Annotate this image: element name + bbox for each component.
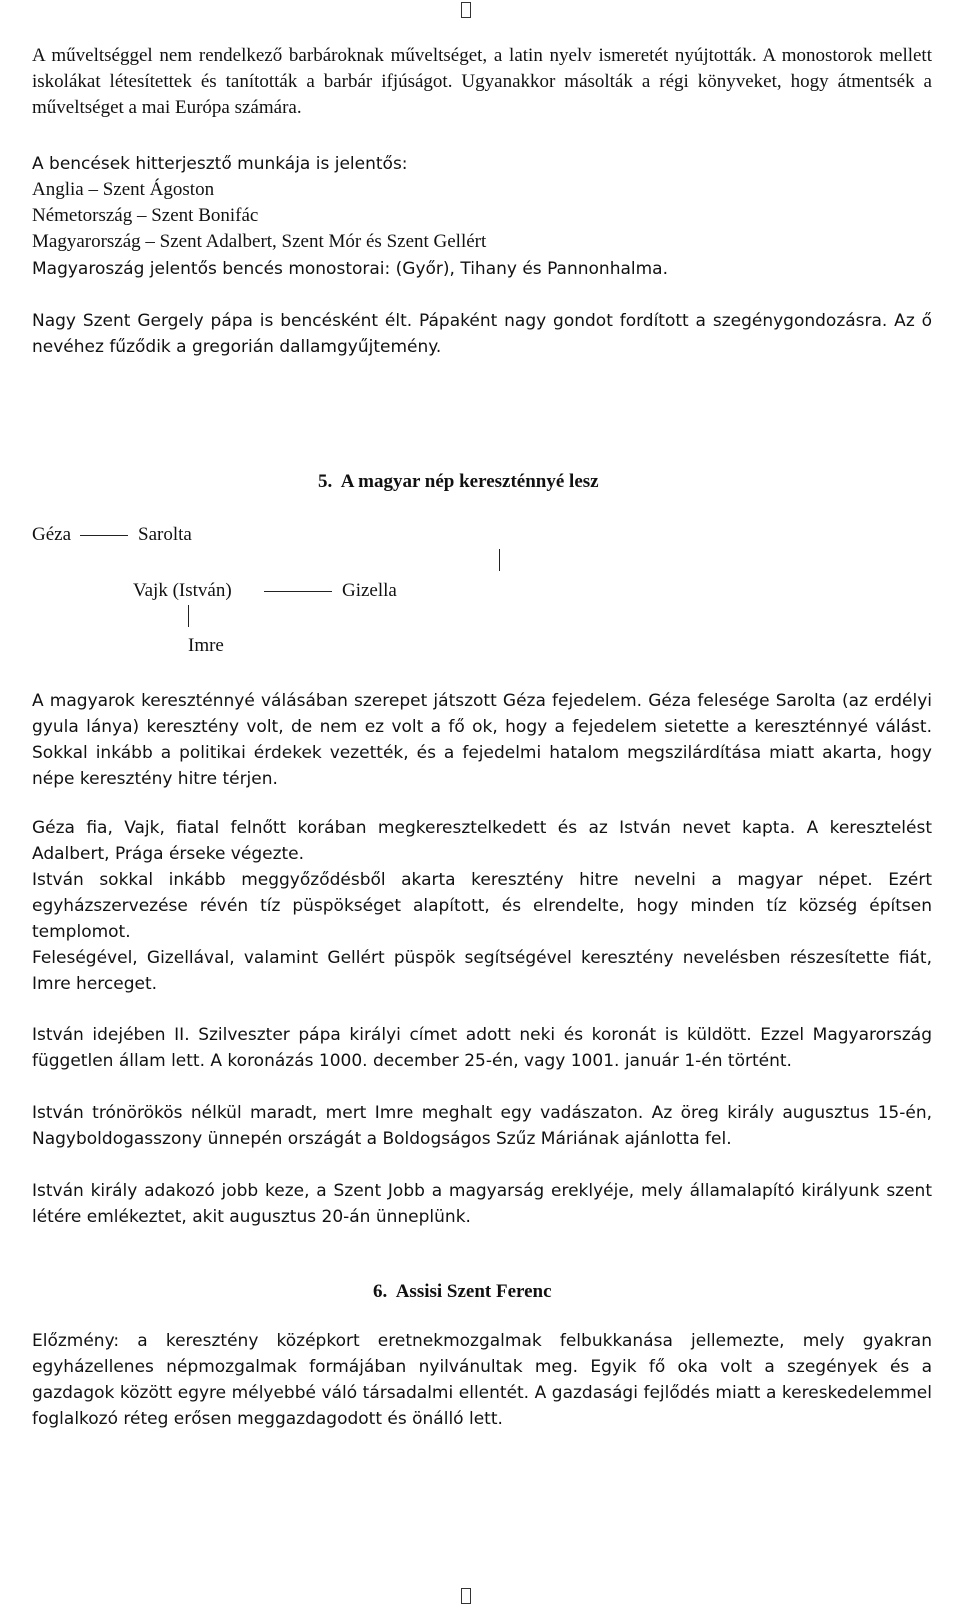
paragraph-geza: A magyarok kereszténnyé válásában szerepet játszott Géza fejedelem. Géza felesége Sarolta (az erdélyi gyula lánya) keresztény volt, de nem ez volt a fő ok, hogy a fejedelem sietette a kereszténnyé válást. Sokkal inkább a politikai érdekek vezették, és a fejedelmi hatalom megszilárdítása miatt akarta, hogy népe keresztény hitre térjen. [32,691,932,789]
tree-node-gizella: Gizella [342,580,397,601]
section-heading-6: 6. Assisi Szent Ferenc [373,1281,552,1302]
bences-item-anglia: Anglia – Szent Ágoston [32,179,215,200]
paragraph-gergely: Nagy Szent Gergely pápa is bencésként élt. Pápaként nagy gondot fordított a szegénygondozásra. Az ő nevéhez fűződik a gregorián dallamgyűjtemény. [32,311,932,357]
paragraph-szent-jobb: István király adakozó jobb keze, a Szent Jobb a magyarság ereklyéje, mely államalapító királyunk szent létére emlékeztet, akit augusztus 20-án ünneplünk. [32,1181,932,1227]
tree-link-vajk-imre [188,605,189,627]
tree-link-right-marker [499,549,500,571]
bences-item-magyarorszag: Magyarország – Szent Adalbert, Szent Mór és Szent Gellért [32,231,487,252]
tree-link-geza-sarolta [80,535,128,536]
tree-node-geza: Géza [32,524,72,545]
bences-intro: A bencések hitterjesztő munkája is jelentős: [32,154,408,174]
paragraph-imre-nevelese: Feleségével, Gizellával, valamint Gellért püspök segítségével keresztény nevelésben részesítette fiát, Imre herceget. [32,948,932,994]
missing-glyph-icon [461,1588,471,1604]
bences-monostorok: Magyaroszág jelentős bencés monostorai: (Győr), Tihany és Pannonhalma. [32,259,668,279]
paragraph-keresztelo: Géza fia, Vajk, fiatal felnőtt korában megkeresztelkedett és az István nevet kapta. A keresztelést Adalbert, Prága érseke végezte. [32,818,932,864]
tree-link-vajk-gizella [264,591,332,592]
paragraph-egyhazszervezes: István sokkal inkább meggyőződésből akarta keresztény hitre nevelni a magyar népet. Ezért egyházszervezése révén tíz püspökséget alapított, és elrendelte, hogy minden tíz község építsen templomot. [32,870,932,942]
paragraph-monostorok: A műveltséggel nem rendelkező barbároknak műveltséget, a latin nyelv ismeretét nyújtották. A monostorok mellett iskolákat létesítettek és tanították a barbár ifjúságot. Ugyanakkor másolták a régi könyveket, hogy átmentsék a műveltséget a mai Európa számára. [32,45,932,118]
paragraph-koronazas: István idejében II. Szilveszter pápa királyi címet adott neki és koronát is küldött. Ezzel Magyarország független állam lett. A koronázás 1000. december 25-én, vagy 1001. január 1-én történt. [32,1025,932,1071]
tree-node-vajk: Vajk (István) [133,580,232,601]
paragraph-elozmeny: Előzmény: a keresztény középkort eretnekmozgalmak felbukkanása jellemezte, mely gyakran egyházellenes népmozgalmak formájában nyilvánultak meg. Egyik fő oka volt a szegények és a gazdagok között egyre mélyebbé váló társadalmi ellentét. A gazdasági fejlődés miatt a kereskedelemmel foglalkozó réteg erősen meggazdagodott és önálló lett. [32,1331,932,1429]
bences-item-nemetorszag: Németország – Szent Bonifác [32,205,259,226]
section-heading-5: 5. A magyar nép kereszténnyé lesz [318,471,599,492]
paragraph-tronorokos: István trónörökös nélkül maradt, mert Imre meghalt egy vadászaton. Az öreg király augusztus 15-én, Nagyboldogasszony ünnepén országát a Boldogságos Szűz Máriának ajánlotta fel. [32,1103,932,1149]
tree-node-imre: Imre [188,635,224,656]
missing-glyph-icon [461,2,471,18]
tree-node-sarolta: Sarolta [138,524,192,545]
